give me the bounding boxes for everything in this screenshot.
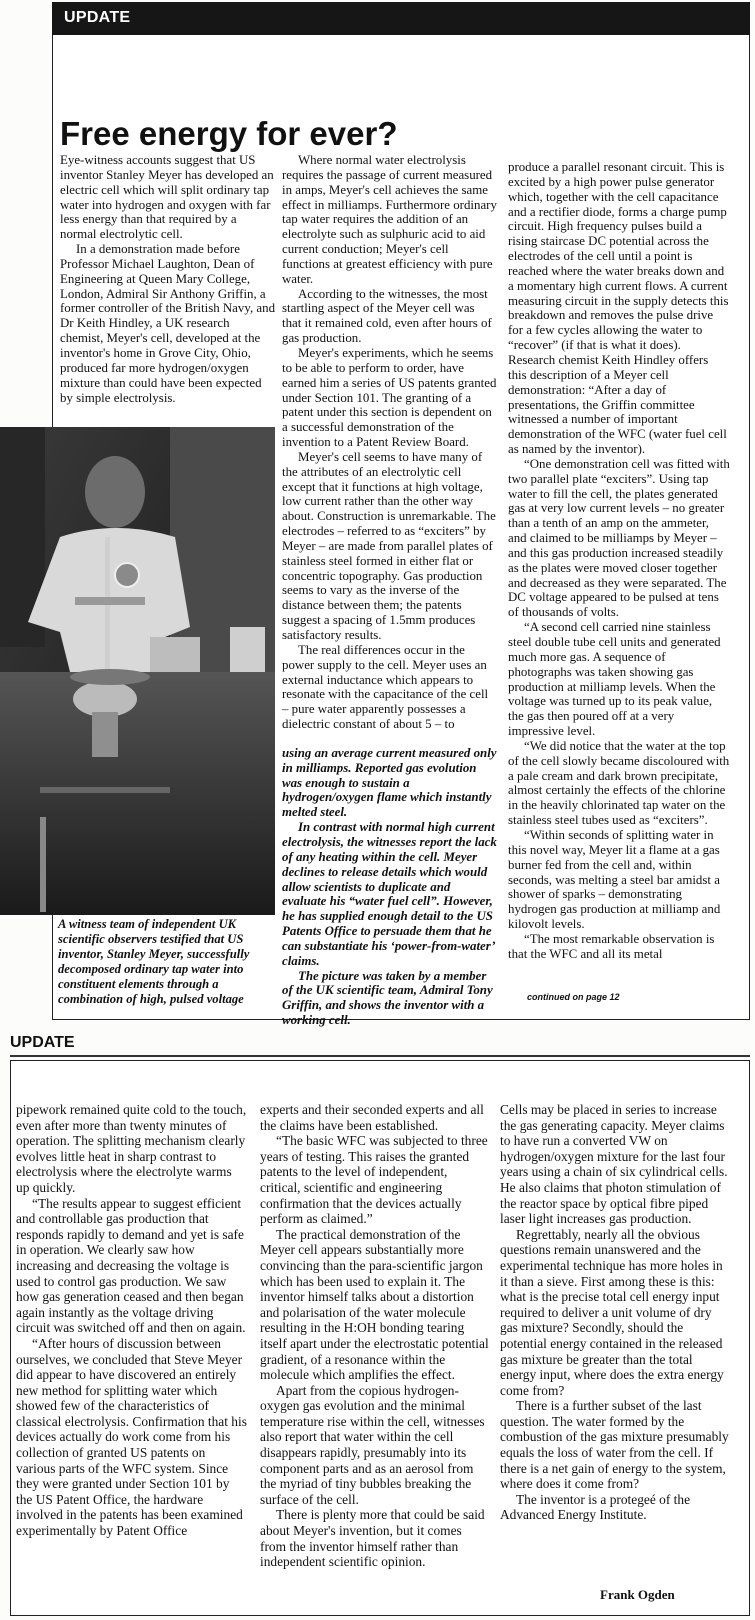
- section-header-bar: [52, 2, 750, 35]
- paragraph: “The most remarkable observation is that the WFC and all its metal: [508, 931, 715, 961]
- paragraph: Cells may be placed in series to increase the gas generating capacity. Meyer claims to have run a converted VW on hydrogen/oxygen mixture for the last four years using a chain of six cylindrical cells. He also claims that photon stimulation of the reactor space by optical fibre piped laser light increases gas production.: [500, 1102, 728, 1227]
- paragraph: Where normal water electrolysis requires the passage of current measured in amps, Meyer's cell achieves the same effect in milliamps. Furthermore ordinary tap water requires the addition of an electrolyte such as sulphuric acid to aid current conduction; Meyer's cell functions at greatest efficiency with pure water.: [282, 153, 497, 286]
- paragraph: “One demonstration cell was fitted with two parallel plate “exciters”. Using tap water to fill the cell, the plates generated gas at very low current levels – no greater than a tenth of an amp on the ammeter, and claimed to be milliamps by Meyer – and this gas production increased steadily as the plates were moved closer together and decreased as they were separated. The DC voltage appeared to be pulsed at tens of thousands of volts.: [508, 456, 730, 620]
- paragraph: Apart from the copious hydrogen-oxygen gas evolution and the minimal temperature rise within the cell, witnesses also report that water within the cell disappears rapidly, presumably into its component parts and as an aerosol from the myriad of tiny bubbles breaking the surface of the cell.: [260, 1382, 485, 1507]
- paragraph: “Within seconds of splitting water in this novel way, Meyer lit a flame at a gas burner fed from the cell and, within seconds, was melting a steel bar amidst a shower of sparks – demonstrating hydrogen gas production at milliamp and kilovolt levels.: [508, 827, 721, 932]
- paragraph: experts and their seconded experts and all the claims have been established.: [260, 1102, 484, 1133]
- paragraph: The real differences occur in the power supply to the cell. Meyer uses an external inductance which appears to resonate with the capacitance of the cell – pure water apparently possesses a dielectric constant of about 5 – to: [282, 642, 489, 732]
- author-signature: Frank Ogden: [600, 1587, 675, 1602]
- inventor-photo-illustration: [0, 427, 275, 915]
- paragraph: Meyer's experiments, which he seems to be able to perform to order, have earned him a series of US patents granted under Section 101. The granting of a patent under this section is dependent on a successful demonstration of the invention to a Patent Review Board.: [282, 345, 497, 450]
- paragraph: There is plenty more that could be said about Meyer's invention, but it comes from the inventor himself rather than independent scientific opinion.: [260, 1507, 485, 1570]
- continued-column-3: [500, 1102, 730, 1523]
- paragraph: “After hours of discussion between ourselves, we concluded that Steve Meyer did appear to have discovered an entirely new method for splitting water which showed few of the characteristics of classical electrolysis. Confirmation that his devices actually do work come from his collection of granted US patents on various parts of the WFC system. Since they were granted under Section 101 by the US Patent Office, the hardware involved in the patents has been examined experimentally by Patent Office: [16, 1335, 247, 1539]
- paragraph: In a demonstration made before Professor Michael Laughton, Dean of Engineering at Queen Mary College, London, Admiral Sir Anthony Griffin, a former controller of the British Navy, and Dr Keith Hindley, a UK research chemist, Meyer's cell, developed at the inventor's home in Grove City, Ohio, produced far more hydrogen/oxygen mixture than could have been expected by simple electrolysis.: [60, 242, 276, 405]
- section-label-2: UPDATE: [10, 1034, 75, 1051]
- article-column-2: [282, 153, 497, 1028]
- article-column-3: [508, 160, 730, 962]
- continued-column-1: [16, 1102, 248, 1539]
- paragraph: In contrast with normal high current electrolysis, the witnesses report the lack of any heating within the cell. Meyer declines to release details which would allow scientists to duplicate and evaluate his “water fuel cell”. However, he has supplied enough detail to the US Patents Office to persuade them that he can substantiate his ‘power-from-water’ claims.: [282, 820, 497, 968]
- photo-caption: A witness team of independent UK scientific observers testified that US inventor, Stanley Meyer, successfully decomposed ordinary tap water into constituent elements through a combination of high, pulsed voltage: [58, 917, 250, 1006]
- headline: Free energy for ever?: [60, 115, 398, 152]
- paragraph: Meyer's cell seems to have many of the attributes of an electrolytic cell except that it functions at high voltage, low current rather than the other way about. Construction is unremarkable. The electrodes – referred to as “exciters” by Meyer – are made from parallel plates of stainless steel formed in either flat or concentric topography. Gas production seems to vary as the inverse of the distance between them; the patents suggest a spacing of 1.5mm produces satisfactory results.: [282, 449, 496, 642]
- article-column-1: [60, 153, 276, 405]
- section-rule: [10, 1055, 750, 1057]
- paragraph: Eye-witness accounts suggest that US inventor Stanley Meyer has developed an electric cell which will split ordinary tap water into hydrogen and oxygen with far less energy than that required by a normal electrolytic cell.: [60, 153, 274, 242]
- paragraph: using an average current measured only in milliamps. Reported gas evolution was enough to sustain a hydrogen/oxygen flame which instantly melted steel.: [282, 745, 497, 820]
- paragraph: pipework remained quite cold to the touch, even after more than twenty minutes of operation. The splitting mechanism clearly evolves little heat in sharp contrast to electrolysis where the electrolyte warms up quickly.: [16, 1102, 247, 1195]
- paragraph: The inventor is a protegeé of the Advanced Energy Institute.: [500, 1491, 691, 1523]
- paragraph: The practical demonstration of the Meyer cell appears substantially more convincing than the para-scientific jargon which has been used to explain it. The inventor himself talks about a distortion and polarisation of the water molecule resulting in the H:OH bonding tearing itself apart under the electrostatic potential gradient, of a resonance within the molecule which amplifies the effect.: [260, 1226, 489, 1383]
- continued-column-2: [260, 1102, 490, 1570]
- paragraph: The picture was taken by a member of the UK scientific team, Admiral Tony Griffin, and shows the inventor with a working cell.: [282, 968, 493, 1028]
- paragraph: “The basic WFC was subjected to three years of testing. This raises the granted patents to the level of independent, critical, scientific and engineering confirmation that the devices actually perform as claimed.”: [260, 1133, 488, 1227]
- paragraph: “The results appear to suggest efficient and controllable gas production that responds rapidly to demand and yet is safe in operation. We clearly saw how increasing and decreasing the voltage is used to control gas production. We saw how gas generation ceased and then began again instantly as the voltage driving circuit was switched off and then on again.: [16, 1195, 246, 1336]
- paragraph: Regrettably, nearly all the obvious questions remain unanswered and the experimental technique has more holes in it than a sieve. First among these is this: what is the precise total cell energy input required to deliver a unit volume of dry gas mixture? Secondly, should the potential energy contained in the released gas mixture be greater than the total energy input, where does the extra energy come from?: [500, 1226, 724, 1398]
- paragraph: There is a further subset of the last question. The water formed by the combustion of the gas mixture presumably equals the loss of water from the cell. If there is a net gain of energy to the system, where does it come from?: [500, 1398, 729, 1492]
- paragraph: produce a parallel resonant circuit. This is excited by a high power pulse generator which, together with the cell capacitance and a rectifier diode, forms a charge pump circuit. High frequency pulses build a rising staircase DC potential across the electrodes of the cell until a point is reached where the water breaks down and a momentary high current flows. A current measuring circuit in the supply detects this breakdown and removes the pulse drive for a few cycles allowing the water to “recover” (if that is what it does). Research chemist Keith Hindley offers this description of a Meyer cell demonstration: “After a day of presentations, the Griffin committee witnessed a number of important demonstration of the WFC (water fuel cell as named by the inventor).: [508, 160, 729, 457]
- section-label: UPDATE: [64, 9, 131, 26]
- paragraph: “We did notice that the water at the top of the cell slowly became discoloured with a pale cream and dark brown precipitate, almost certainly the effects of the chlorine in the heavily chlorinated tap water on the stainless steel tubes used as “exciters”.: [508, 738, 730, 828]
- paragraph: “A second cell carried nine stainless steel double tube cell units and generated much more gas. A sequence of photographs was taken showing gas production at milliamp levels. When the voltage was turned up to its peak value, the gas then poured off at a very impressive level.: [508, 620, 721, 739]
- inventor-photo: [0, 427, 275, 915]
- paragraph: According to the witnesses, the most startling aspect of the Meyer cell was that it remained cold, even after hours of gas production.: [282, 286, 492, 346]
- continued-note: continued on page 12: [527, 992, 620, 1002]
